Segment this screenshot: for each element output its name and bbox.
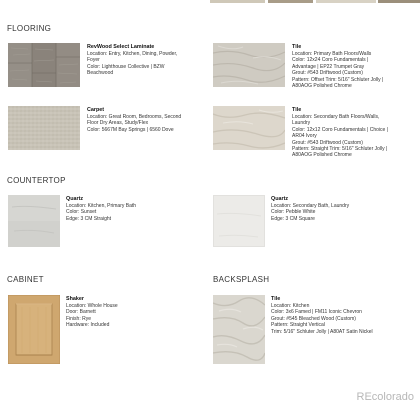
quartz-secondary-line: Location: Secondary Bath, Laundry xyxy=(271,202,350,209)
quartz-primary-name: Quartz xyxy=(66,196,84,202)
tile-secondary-line: Laundry xyxy=(292,120,311,127)
section-title-backsplash: BACKSPLASH xyxy=(213,275,270,284)
tile-primary-line: Advantage | EP22 Trumpet Gray xyxy=(292,63,365,70)
photo-strip-segment xyxy=(378,0,420,3)
backsplash-name: Tile xyxy=(271,296,281,302)
shaker-name: Shaker xyxy=(66,296,84,302)
tile-secondary-line: Location: Secondary Bath Floors/Walls, xyxy=(292,113,380,120)
backsplash-line: Grout: #545 Bleached Wood (Custom) xyxy=(271,315,356,322)
tile-secondary-line: Pattern: Straight Trim: 5/16" Schluter Jolly | xyxy=(292,145,388,152)
tile-primary-name: Tile xyxy=(292,44,302,50)
quartz-primary-swatch xyxy=(8,195,60,247)
tile-secondary-info xyxy=(292,107,388,159)
cabinet-door-swatch xyxy=(8,295,60,364)
shaker-line: Finish: Rye xyxy=(66,315,92,322)
carpet-name: Carpet xyxy=(87,107,105,113)
backsplash-line: Location: Kitchen xyxy=(271,302,310,309)
quartz-secondary-line: Color: Pebble White xyxy=(271,209,316,216)
carpet-line: Location: Great Room, Bedrooms, Second xyxy=(87,113,182,120)
carpet-info xyxy=(87,107,181,133)
backsplash-line: Pattern: Straight Vertical xyxy=(271,322,325,329)
tile-secondary-line: AR04 Ivory xyxy=(292,133,317,140)
quartz-secondary-swatch xyxy=(213,195,265,247)
tile-primary-line: Pattern: Offset Trim: 5/16" Schluter Jolly | xyxy=(292,76,384,83)
recolorado-watermark: REcolorado xyxy=(356,391,414,403)
tile-primary-line: Color: 12x24 Coro Fundamentals | xyxy=(292,57,369,64)
photo-strip-segment xyxy=(316,0,376,3)
tile-primary-swatch xyxy=(213,43,285,87)
photo-strip-segment xyxy=(268,0,313,3)
quartz-primary-line: Edge: 3 CM Straight xyxy=(66,215,112,222)
shaker-line: Door: Barnett xyxy=(66,309,96,316)
quartz-primary-line: Color: Sunset xyxy=(66,209,97,216)
quartz-primary-line: Location: Kitchen, Primary Bath xyxy=(66,202,137,209)
shaker-line: Hardware: Included xyxy=(66,322,110,329)
photo-strip xyxy=(0,0,420,3)
tile-primary-line: Location: Primary Bath Floors/Walls xyxy=(292,50,372,57)
quartz-primary-info xyxy=(66,196,136,222)
tile-secondary-swatch xyxy=(213,106,285,150)
carpet-line: Color: 5667M Bay Springs | 6560 Dove xyxy=(87,126,174,133)
laminate-line: Beachwood xyxy=(87,70,114,77)
backsplash-line: Color: 3x6 Famed | FM11 Iconic Chevron xyxy=(271,309,362,316)
quartz-secondary-name: Quartz xyxy=(271,196,289,202)
shaker-info xyxy=(66,296,118,329)
carpet-swatch xyxy=(8,106,80,150)
section-title-countertop: COUNTERTOP xyxy=(7,176,66,185)
tile-secondary-line: A80AOG Polished Chrome xyxy=(292,152,352,159)
photo-strip-segment xyxy=(210,0,265,3)
tile-secondary-line: Grout: #543 Driftwood (Custom) xyxy=(292,139,363,146)
tile-secondary-line: Color: 12x12 Coro Fundamentals | Choice | xyxy=(292,126,388,133)
tile-primary-line: Grout: #543 Driftwood (Custom) xyxy=(292,70,363,77)
backsplash-line: Trim: 5/16" Schluter Jolly | A80AT Satin Nickel xyxy=(271,328,373,335)
tile-primary-info xyxy=(292,44,383,89)
section-title-cabinet: CABINET xyxy=(7,275,44,284)
laminate-name: RevWood Select Laminate xyxy=(87,44,155,50)
quartz-secondary-info xyxy=(271,196,349,222)
backsplash-info xyxy=(271,296,373,335)
laminate-swatch xyxy=(8,43,80,87)
tile-primary-line: A80AOG Polished Chrome xyxy=(292,82,352,89)
laminate-line: Color: Lighthouse Collective | BZW xyxy=(87,63,165,70)
quartz-secondary-line: Edge: 3 CM Square xyxy=(271,215,315,222)
carpet-line: Floor Dry Areas, Study/Flex xyxy=(87,120,149,127)
backsplash-swatch xyxy=(213,295,265,364)
shaker-line: Location: Whole House xyxy=(66,302,118,309)
tile-secondary-name: Tile xyxy=(292,107,302,113)
laminate-line: Foyer xyxy=(87,57,100,64)
section-title-flooring: FLOORING xyxy=(7,24,52,33)
laminate-line: Location: Entry, Kitchen, Dining, Powder, xyxy=(87,50,178,57)
laminate-info xyxy=(87,44,177,77)
